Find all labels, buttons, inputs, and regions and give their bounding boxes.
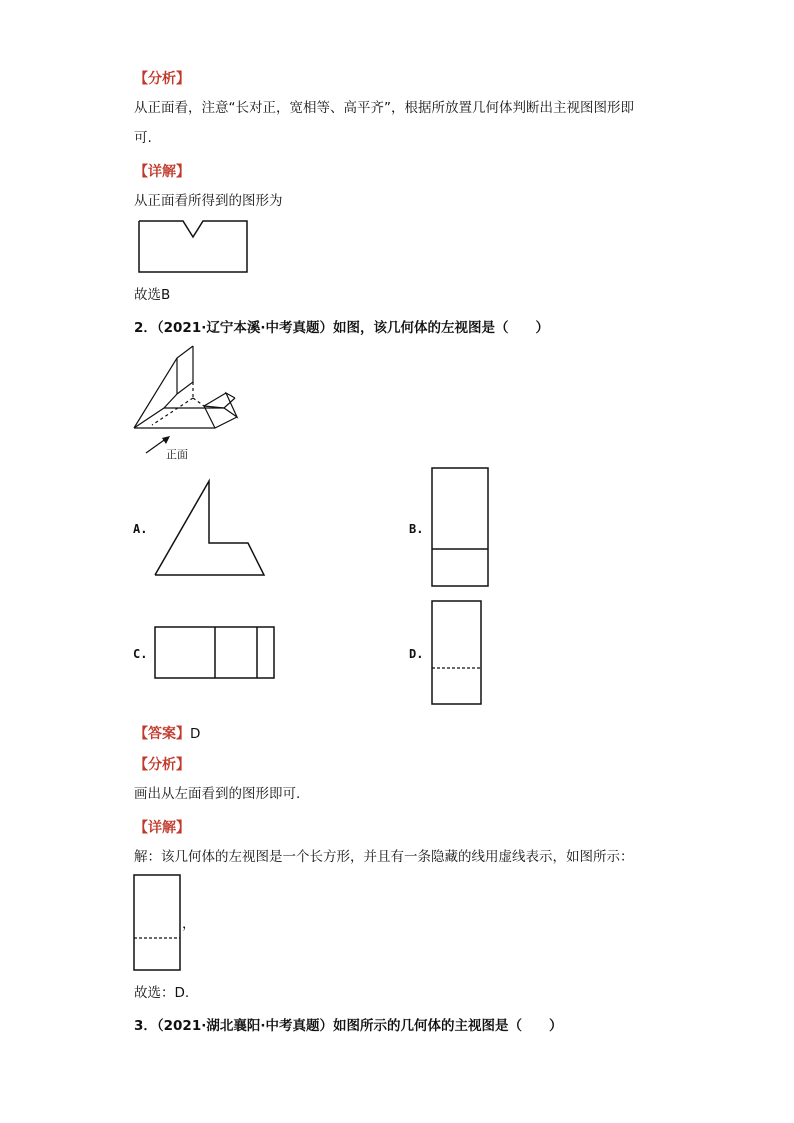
choose-text-2: 故选：D.: [134, 985, 190, 1001]
detail-tag-2: 【详解】: [134, 820, 190, 836]
answer-text-1: 故选B: [134, 287, 171, 303]
analysis-tag-2: 【分析】: [134, 757, 190, 773]
question-3-stem: 3．（2021·湖北襄阳·中考真题）如图所示的几何体的主视图是（ ）: [134, 1018, 563, 1034]
analysis-text-2: 画出从左面看到的图形即可.: [134, 786, 301, 802]
option-a-label: A.: [133, 522, 148, 536]
detail-text-1: 从正面看所得到的图形为: [134, 193, 283, 209]
question-2-stem: 2．（2021·辽宁本溪·中考真题）如图，该几何体的左视图是（ ）: [134, 320, 549, 336]
detail-text-2: 解：该几何体的左视图是一个长方形，并且有一条隐藏的线用虚线表示，如图所示：: [134, 849, 634, 865]
option-c-label: C.: [133, 647, 148, 661]
analysis-text-1a: 从正面看，注意“长对正，宽相等、高平齐”，根据所放置几何体判断出主视图图形即: [134, 100, 634, 116]
answer-tag-2: 【答案】: [134, 726, 190, 742]
answer-value-2: D: [190, 726, 201, 742]
figure-comma: ，: [182, 916, 196, 932]
analysis-text-1b: 可.: [134, 130, 152, 146]
front-label: 正面: [166, 448, 188, 461]
detail-tag-1: 【详解】: [134, 164, 190, 180]
option-d-label: D.: [409, 647, 424, 661]
option-b-label: B.: [409, 522, 424, 536]
analysis-tag-1: 【分析】: [134, 71, 190, 87]
